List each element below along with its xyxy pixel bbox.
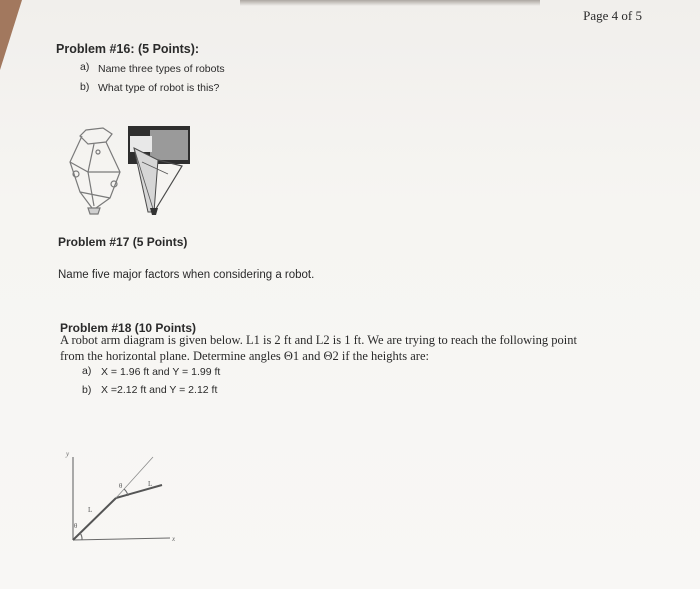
theta2-label: θ <box>119 482 123 490</box>
problem-16-a-label: a) <box>80 61 90 73</box>
link-l2 <box>116 485 162 498</box>
delta-robot-photo <box>128 126 190 215</box>
problem-16-title: Problem #16: (5 Points): <box>56 42 200 56</box>
table-corner <box>0 0 22 70</box>
x-axis-line <box>73 538 170 540</box>
problem-16-b-label: b) <box>80 81 90 93</box>
problem-16-b-text: What type of robot is this? <box>98 82 220 94</box>
problem-18-b-label: b) <box>82 384 92 396</box>
delta-robot-sketch <box>70 128 120 214</box>
problem-18-line-2: from the horizontal plane. Determine angles Θ1 and Θ2 if the heights are: <box>60 349 429 363</box>
problem-18-a-label: a) <box>82 365 92 377</box>
problem-18-b-text: X =2.12 ft and Y = 2.12 ft <box>101 384 218 396</box>
theta1-arc <box>80 533 82 540</box>
x-axis-label: x <box>172 535 176 543</box>
page-shadow <box>240 0 540 6</box>
link-l1 <box>73 498 116 540</box>
problem-17-title: Problem #17 (5 Points) <box>58 235 188 249</box>
problem-18-line-1: A robot arm diagram is given below. L1 is 2 ft and L2 is 1 ft. We are trying to reach the following point <box>60 333 577 347</box>
problem-17-text: Name five major factors when considering a robot. <box>58 269 315 281</box>
page-number: Page 4 of 5 <box>583 8 642 23</box>
problem-18-title: Problem #18 (10 Points) <box>60 321 197 335</box>
l1-label: L <box>88 506 93 514</box>
l2-label: L <box>148 480 153 488</box>
y-axis-label: y <box>66 450 70 458</box>
problem-16-a-text: Name three types of robots <box>98 63 225 75</box>
delta-robot-images <box>58 122 196 218</box>
problem-18-a-text: X = 1.96 ft and Y = 1.99 ft <box>101 366 221 378</box>
theta1-label: θ <box>74 522 78 530</box>
robot-arm-diagram <box>58 445 193 550</box>
